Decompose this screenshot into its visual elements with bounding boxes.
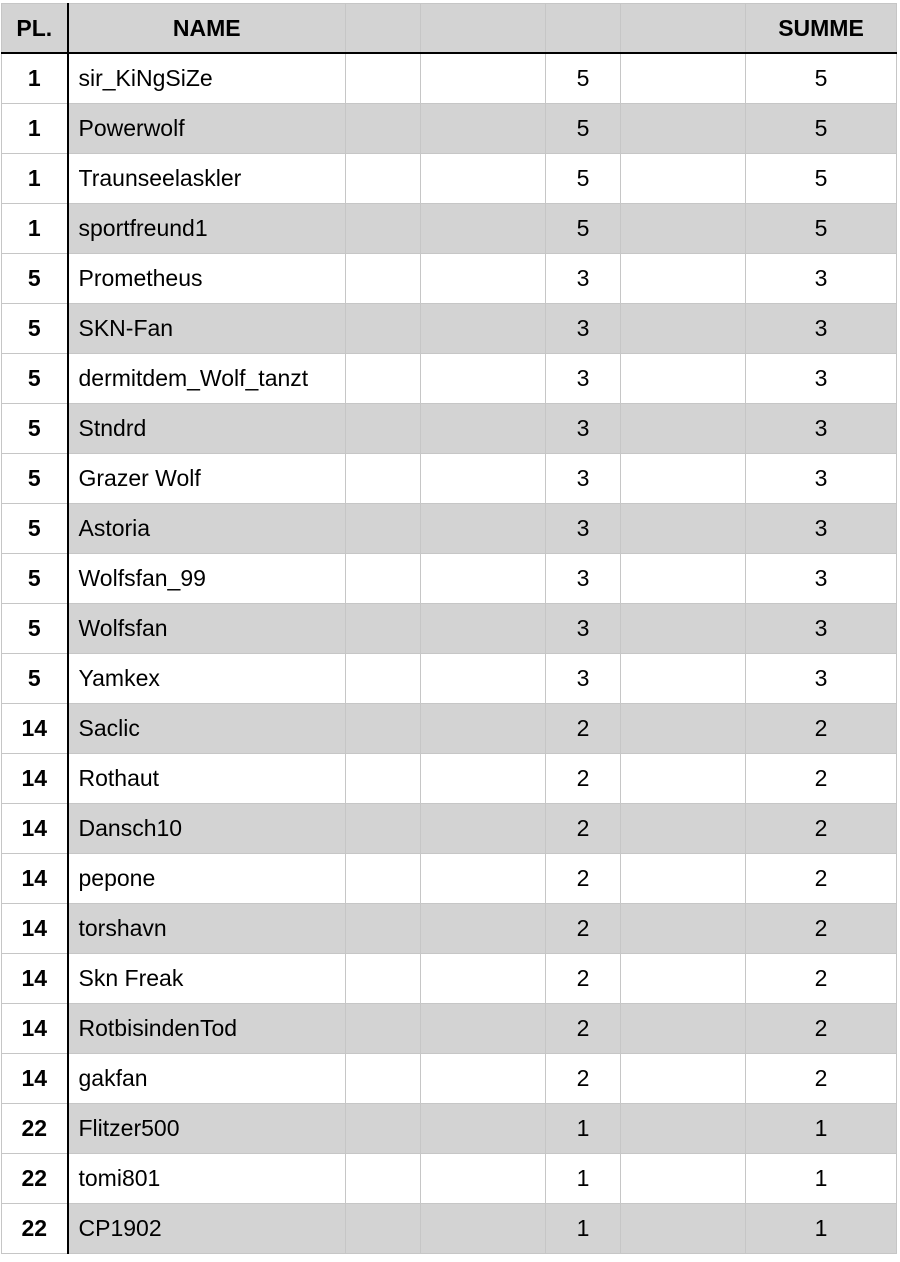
table-row (2, 654, 897, 704)
col-6-cell (621, 204, 746, 254)
summe-cell: 3 (746, 654, 897, 704)
col-5-cell: 2 (546, 804, 621, 854)
col-6-cell (621, 854, 746, 904)
rank-cell: 14 (2, 754, 68, 804)
col-6-cell (621, 1104, 746, 1154)
col-4-cell (421, 1204, 546, 1254)
col-6-cell (621, 454, 746, 504)
col-4-cell (421, 1054, 546, 1104)
rank-cell: 5 (2, 454, 68, 504)
ranking-table (1, 3, 897, 1254)
summe-cell: 3 (746, 254, 897, 304)
col-4-cell (421, 154, 546, 204)
rank-cell: 5 (2, 504, 68, 554)
col-3-cell (346, 904, 421, 954)
summe-cell: 2 (746, 804, 897, 854)
col-6-cell (621, 354, 746, 404)
col-6-cell (621, 53, 746, 104)
col-6-cell (621, 954, 746, 1004)
summe-cell: 1 (746, 1204, 897, 1254)
name-cell: Grazer Wolf (68, 454, 346, 504)
header-summe: SUMME (746, 4, 897, 54)
col-6-cell (621, 604, 746, 654)
name-cell: pepone (68, 854, 346, 904)
header-row (2, 4, 897, 54)
col-4-cell (421, 104, 546, 154)
header-col-5 (546, 4, 621, 54)
col-5-cell: 3 (546, 504, 621, 554)
col-4-cell (421, 954, 546, 1004)
name-cell: Flitzer500 (68, 1104, 346, 1154)
col-5-cell: 3 (546, 404, 621, 454)
summe-cell: 5 (746, 53, 897, 104)
col-5-cell: 2 (546, 1004, 621, 1054)
header-col-3 (346, 4, 421, 54)
col-4-cell (421, 404, 546, 454)
table-row (2, 954, 897, 1004)
col-3-cell (346, 1104, 421, 1154)
table-row (2, 204, 897, 254)
rank-cell: 22 (2, 1154, 68, 1204)
rank-cell: 22 (2, 1104, 68, 1154)
name-cell: SKN-Fan (68, 304, 346, 354)
col-4-cell (421, 1004, 546, 1054)
rank-cell: 5 (2, 354, 68, 404)
summe-cell: 3 (746, 354, 897, 404)
rank-cell: 5 (2, 654, 68, 704)
col-6-cell (621, 1204, 746, 1254)
table-row (2, 504, 897, 554)
col-3-cell (346, 354, 421, 404)
col-5-cell: 3 (546, 354, 621, 404)
col-3-cell (346, 154, 421, 204)
col-4-cell (421, 704, 546, 754)
summe-cell: 1 (746, 1104, 897, 1154)
summe-cell: 1 (746, 1154, 897, 1204)
col-5-cell: 3 (546, 604, 621, 654)
col-6-cell (621, 154, 746, 204)
table-row (2, 1104, 897, 1154)
col-4-cell (421, 1154, 546, 1204)
summe-cell: 5 (746, 104, 897, 154)
col-5-cell: 5 (546, 104, 621, 154)
col-4-cell (421, 204, 546, 254)
name-cell: Powerwolf (68, 104, 346, 154)
rank-cell: 14 (2, 1054, 68, 1104)
col-5-cell: 3 (546, 304, 621, 354)
col-5-cell: 2 (546, 904, 621, 954)
table-row (2, 154, 897, 204)
header-name: NAME (68, 4, 346, 54)
header-col-6 (621, 4, 746, 54)
table-row (2, 1204, 897, 1254)
col-3-cell (346, 204, 421, 254)
rank-cell: 1 (2, 104, 68, 154)
table-row (2, 104, 897, 154)
summe-cell: 3 (746, 404, 897, 454)
col-5-cell: 2 (546, 754, 621, 804)
name-cell: Wolfsfan_99 (68, 554, 346, 604)
summe-cell: 2 (746, 904, 897, 954)
col-4-cell (421, 53, 546, 104)
col-3-cell (346, 654, 421, 704)
summe-cell: 3 (746, 304, 897, 354)
rank-cell: 14 (2, 704, 68, 754)
col-6-cell (621, 404, 746, 454)
col-5-cell: 1 (546, 1204, 621, 1254)
summe-cell: 2 (746, 854, 897, 904)
summe-cell: 2 (746, 1004, 897, 1054)
table-row (2, 454, 897, 504)
col-5-cell: 2 (546, 954, 621, 1004)
rank-cell: 5 (2, 404, 68, 454)
col-6-cell (621, 254, 746, 304)
col-3-cell (346, 854, 421, 904)
col-3-cell (346, 704, 421, 754)
table-row (2, 1054, 897, 1104)
col-5-cell: 5 (546, 53, 621, 104)
rank-cell: 14 (2, 904, 68, 954)
col-5-cell: 1 (546, 1104, 621, 1154)
col-4-cell (421, 454, 546, 504)
rank-cell: 14 (2, 954, 68, 1004)
col-6-cell (621, 654, 746, 704)
name-cell: sir_KiNgSiZe (68, 53, 346, 104)
table-row (2, 304, 897, 354)
rank-cell: 5 (2, 304, 68, 354)
table-row (2, 804, 897, 854)
table-row (2, 254, 897, 304)
table-row (2, 1004, 897, 1054)
col-3-cell (346, 804, 421, 854)
col-4-cell (421, 754, 546, 804)
rank-cell: 14 (2, 854, 68, 904)
col-5-cell: 2 (546, 1054, 621, 1104)
col-4-cell (421, 254, 546, 304)
col-3-cell (346, 53, 421, 104)
col-5-cell: 2 (546, 704, 621, 754)
summe-cell: 2 (746, 1054, 897, 1104)
table-row (2, 854, 897, 904)
name-cell: Stndrd (68, 404, 346, 454)
col-5-cell: 3 (546, 654, 621, 704)
rank-cell: 22 (2, 1204, 68, 1254)
summe-cell: 3 (746, 554, 897, 604)
col-3-cell (346, 254, 421, 304)
col-4-cell (421, 504, 546, 554)
col-3-cell (346, 604, 421, 654)
name-cell: CP1902 (68, 1204, 346, 1254)
summe-cell: 3 (746, 454, 897, 504)
summe-cell: 3 (746, 504, 897, 554)
col-5-cell: 1 (546, 1154, 621, 1204)
summe-cell: 5 (746, 154, 897, 204)
table-row (2, 904, 897, 954)
name-cell: torshavn (68, 904, 346, 954)
col-4-cell (421, 604, 546, 654)
name-cell: dermitdem_Wolf_tanzt (68, 354, 346, 404)
col-6-cell (621, 1004, 746, 1054)
col-3-cell (346, 304, 421, 354)
name-cell: sportfreund1 (68, 204, 346, 254)
col-4-cell (421, 654, 546, 704)
col-3-cell (346, 554, 421, 604)
col-5-cell: 3 (546, 554, 621, 604)
name-cell: Skn Freak (68, 954, 346, 1004)
name-cell: Traunseelaskler (68, 154, 346, 204)
col-6-cell (621, 1054, 746, 1104)
col-4-cell (421, 854, 546, 904)
name-cell: Wolfsfan (68, 604, 346, 654)
col-5-cell: 2 (546, 854, 621, 904)
summe-cell: 2 (746, 754, 897, 804)
table-row (2, 404, 897, 454)
col-3-cell (346, 1154, 421, 1204)
table-row (2, 53, 897, 104)
col-6-cell (621, 804, 746, 854)
name-cell: tomi801 (68, 1154, 346, 1204)
col-6-cell (621, 104, 746, 154)
table-row (2, 1154, 897, 1204)
summe-cell: 2 (746, 954, 897, 1004)
table-row (2, 354, 897, 404)
rank-cell: 1 (2, 53, 68, 104)
name-cell: RotbisindenTod (68, 1004, 346, 1054)
col-4-cell (421, 904, 546, 954)
name-cell: Prometheus (68, 254, 346, 304)
col-4-cell (421, 354, 546, 404)
name-cell: Yamkex (68, 654, 346, 704)
col-4-cell (421, 304, 546, 354)
col-3-cell (346, 754, 421, 804)
name-cell: Astoria (68, 504, 346, 554)
col-3-cell (346, 404, 421, 454)
table-row (2, 604, 897, 654)
name-cell: gakfan (68, 1054, 346, 1104)
col-5-cell: 5 (546, 204, 621, 254)
table-row (2, 704, 897, 754)
rank-cell: 5 (2, 254, 68, 304)
summe-cell: 3 (746, 604, 897, 654)
col-6-cell (621, 904, 746, 954)
name-cell: Saclic (68, 704, 346, 754)
col-4-cell (421, 804, 546, 854)
rank-cell: 14 (2, 804, 68, 854)
col-6-cell (621, 504, 746, 554)
col-3-cell (346, 454, 421, 504)
col-3-cell (346, 504, 421, 554)
header-col-4 (421, 4, 546, 54)
col-4-cell (421, 554, 546, 604)
col-3-cell (346, 1204, 421, 1254)
name-cell: Rothaut (68, 754, 346, 804)
summe-cell: 5 (746, 204, 897, 254)
summe-cell: 2 (746, 704, 897, 754)
col-6-cell (621, 704, 746, 754)
header-rank: PL. (2, 4, 68, 54)
rank-cell: 5 (2, 554, 68, 604)
col-6-cell (621, 1154, 746, 1204)
rank-cell: 5 (2, 604, 68, 654)
col-6-cell (621, 554, 746, 604)
table-row (2, 554, 897, 604)
name-cell: Dansch10 (68, 804, 346, 854)
rank-cell: 1 (2, 154, 68, 204)
rank-cell: 14 (2, 1004, 68, 1054)
col-3-cell (346, 1004, 421, 1054)
col-6-cell (621, 304, 746, 354)
col-4-cell (421, 1104, 546, 1154)
table-row (2, 754, 897, 804)
col-5-cell: 3 (546, 254, 621, 304)
col-5-cell: 3 (546, 454, 621, 504)
rank-cell: 1 (2, 204, 68, 254)
col-6-cell (621, 754, 746, 804)
col-3-cell (346, 104, 421, 154)
col-3-cell (346, 954, 421, 1004)
col-3-cell (346, 1054, 421, 1104)
col-5-cell: 5 (546, 154, 621, 204)
